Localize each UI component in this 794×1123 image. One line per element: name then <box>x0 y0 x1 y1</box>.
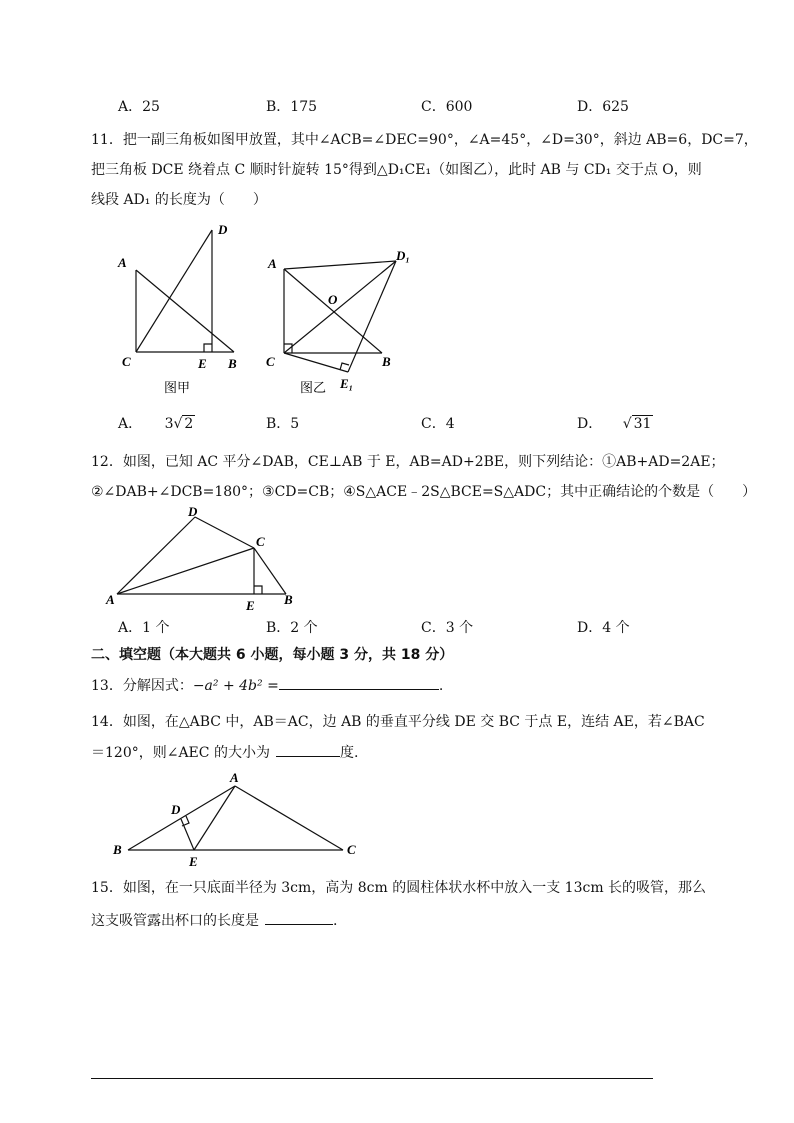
section-title-fill-in: 二、填空题（本大题共 6 小题，每小题 3 分，共 18 分） <box>91 647 454 663</box>
q10-option-b: B．175 <box>266 99 318 115</box>
q10-option-d: D．625 <box>577 99 629 115</box>
footer-rule <box>91 1078 653 1079</box>
q12-fig-label-d: D <box>188 504 198 519</box>
q14-fig-label-c: C <box>347 842 356 857</box>
q12-option-a: A．1 个 <box>118 620 170 636</box>
fig-yi-label-e1: E₁ <box>340 376 354 391</box>
q12-option-c: C．3 个 <box>421 620 474 636</box>
q11-option-a-radicand: 2 <box>184 416 194 432</box>
q10-option-a: A．25 <box>118 99 160 115</box>
q11-figure-yi <box>260 240 420 400</box>
q11-option-a-letter: A． <box>118 416 143 432</box>
q12-fig-label-b: B <box>284 592 293 607</box>
q14-text-line2 <box>91 742 358 763</box>
q13-suffix: . <box>438 678 444 694</box>
q12-option-b: B．2 个 <box>266 620 318 636</box>
q11-option-b: B．5 <box>266 416 300 432</box>
q14-fig-label-d: D <box>171 802 181 817</box>
fig-yi-label-o: O <box>328 292 338 307</box>
q14-fig-label-a: A <box>230 770 239 785</box>
fig-yi-label-a: A <box>268 256 277 271</box>
q11-text-line2: 把三角板 DCE 绕着点 C 顺时针旋转 15°得到△D₁CE₁（如图乙），此时 AB 与 CD₁ 交于点 O，则 <box>91 162 702 178</box>
q14-line2-prefix: ＝120°，则∠AEC 的大小为 <box>91 745 270 761</box>
q12-fig-label-c: C <box>256 534 265 549</box>
q11-option-d: D． √ 31 <box>577 416 652 432</box>
q15-line2-suffix: . <box>333 913 338 929</box>
q14-text-line1: 14．如图，在△ABC 中，AB＝AC，边 AB 的垂直平分线 DE 交 BC 于点 E，连结 AE，若∠BAC <box>91 714 705 730</box>
q14-figure <box>105 768 370 868</box>
q13-expression: −a² + 4b² = <box>192 678 279 694</box>
fig-yi-caption: 图乙 <box>300 380 327 395</box>
q11-option-d-radicand: 31 <box>633 416 652 432</box>
q11-option-d-letter: D． <box>577 416 603 432</box>
q13-prefix: 13．分解因式： <box>91 678 193 694</box>
q15-text-line1: 15．如图，在一只底面半径为 3cm，高为 8cm 的圆柱体状水杯中放入一支 13cm 长的吸管，那么 <box>91 880 707 896</box>
q13-answer-blank[interactable] <box>279 675 439 690</box>
q11-option-c: C．4 <box>421 416 455 432</box>
q14-answer-blank[interactable] <box>276 742 340 757</box>
fig-yi-label-c: C <box>266 354 275 369</box>
q15-text-line2 <box>91 910 337 931</box>
q11-text-line3: 线段 AD₁ 的长度为（ ） <box>91 192 267 208</box>
q12-figure <box>100 500 310 615</box>
q11-option-a-coef: 3 <box>164 416 174 432</box>
q13-text <box>91 675 443 696</box>
q11-text-line1: 11．把一副三角板如图甲放置，其中∠ACB=∠DEC=90°，∠A=45°，∠D=30°，斜边 AB=6，DC=7， <box>91 132 758 148</box>
q14-fig-label-b: B <box>113 842 122 857</box>
q12-fig-label-a: A <box>106 592 115 607</box>
fig-jia-label-c: C <box>122 354 131 369</box>
q12-fig-label-e: E <box>246 598 255 613</box>
q14-line2-suffix: 度. <box>339 745 359 761</box>
fig-yi-label-b: B <box>382 354 391 369</box>
fig-jia-label-a: A <box>118 255 127 270</box>
fig-jia-label-b: B <box>228 356 237 371</box>
q12-text-line2: ②∠DAB+∠DCB=180°；③CD=CB；④S△ACE﹣2S△BCE=S△ADC；其中正确结论的个数是（ ） <box>91 484 757 500</box>
q11-option-a: A． 3√ 2 <box>118 416 194 432</box>
fig-yi-label-d1: D₁ <box>396 248 410 263</box>
q12-text-line1: 12．如图，已知 AC 平分∠DAB，CE⊥AB 于 E，AB=AD+2BE，则下列结论：①AB+AD=2AE； <box>91 454 725 470</box>
q15-answer-blank[interactable] <box>265 910 333 925</box>
q15-line2-prefix: 这支吸管露出杯口的长度是 <box>91 913 259 929</box>
q14-fig-label-e: E <box>189 854 198 868</box>
fig-jia-label-d: D <box>218 222 228 237</box>
q10-option-c: C．600 <box>421 99 473 115</box>
fig-jia-caption: 图甲 <box>164 380 191 395</box>
fig-jia-label-e: E <box>198 356 207 371</box>
q11-figure-jia <box>110 220 250 400</box>
q12-option-d: D．4 个 <box>577 620 630 636</box>
